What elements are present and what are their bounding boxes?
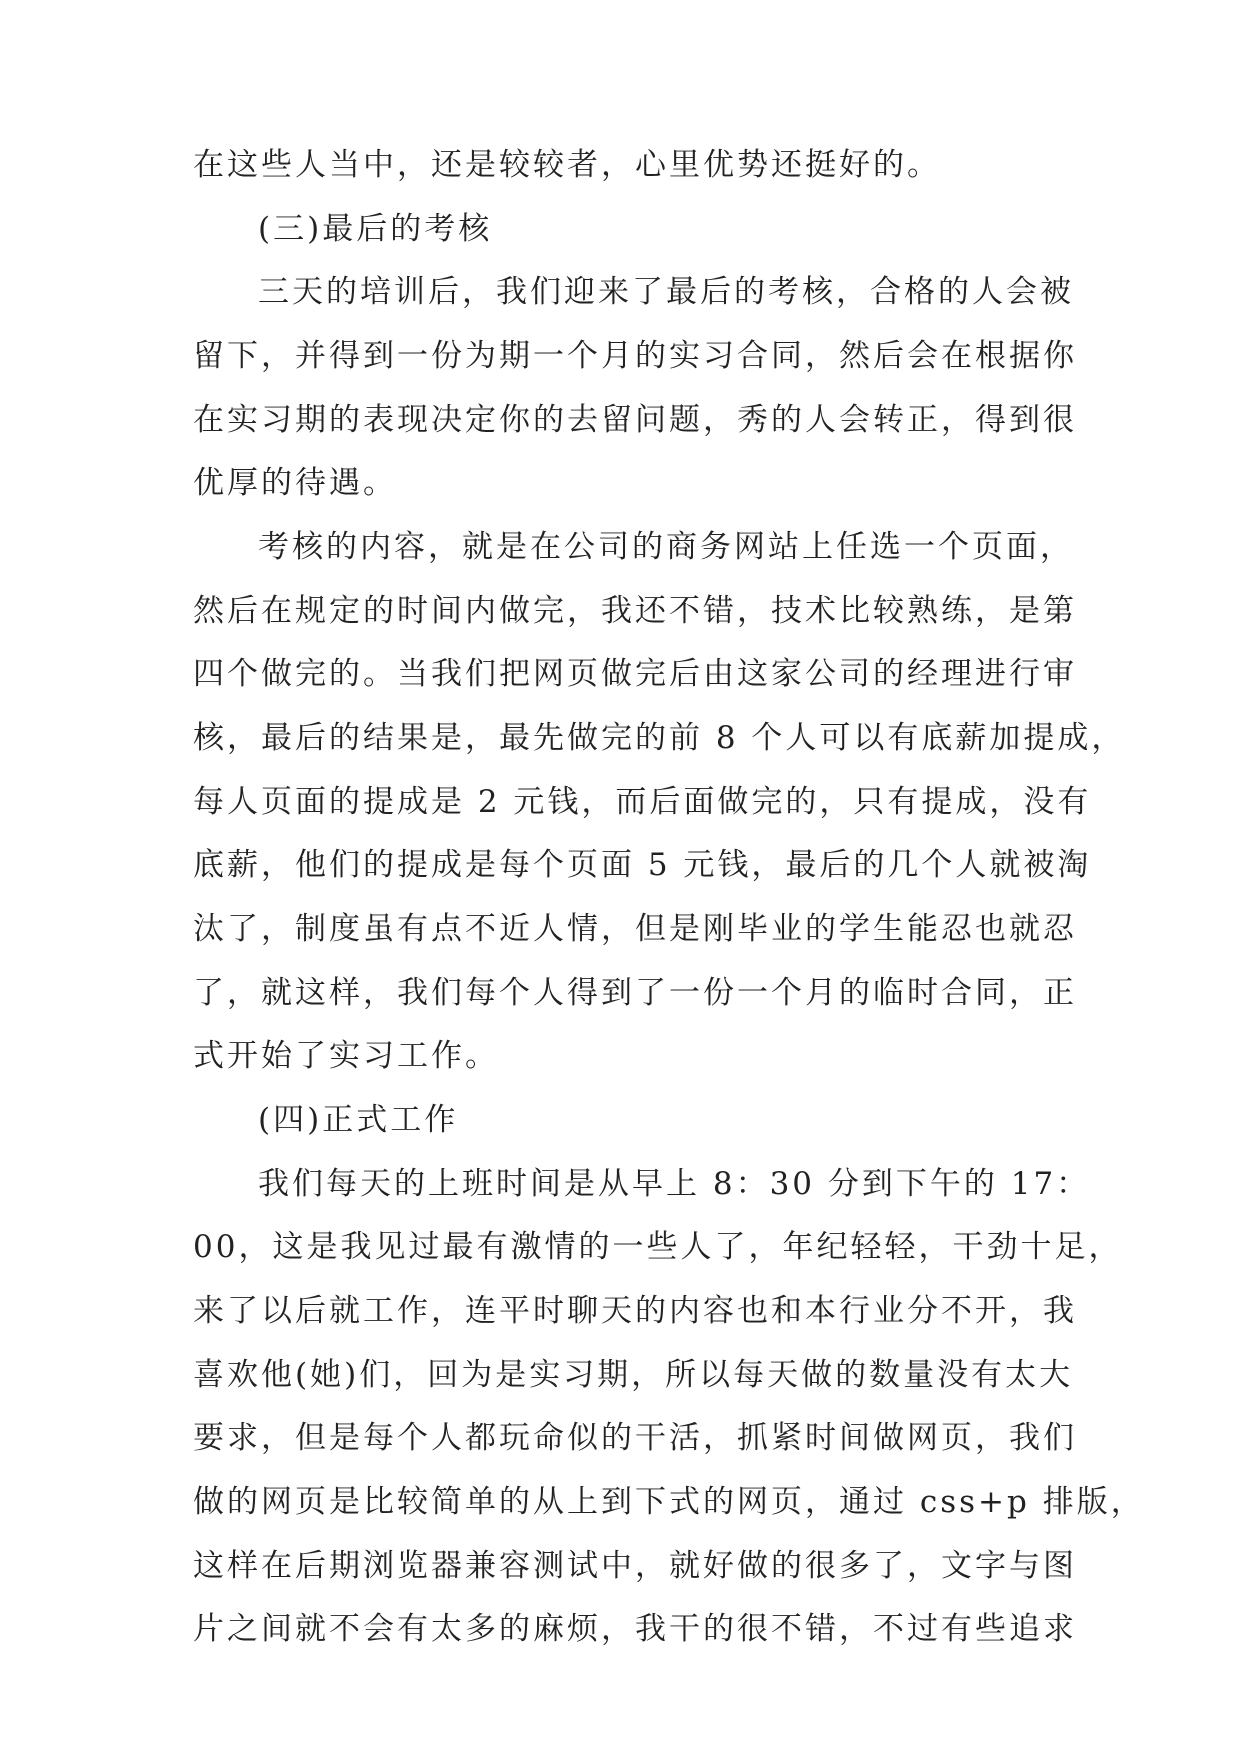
text-line: 三天的培训后，我们迎来了最后的考核，合格的人会被 bbox=[258, 274, 1074, 310]
text-line: 来了以后就工作，连平时聊天的内容也和本行业分不开，我 bbox=[193, 1293, 1077, 1329]
text-line: 00，这是我见过最有激情的一些人了，年纪轻轻，干劲十足， bbox=[193, 1229, 1123, 1265]
text-line: 要求，但是每个人都玩命似的干活，抓紧时间做网页，我们 bbox=[193, 1420, 1077, 1456]
section-heading: (三)最后的考核 bbox=[258, 211, 493, 247]
text-line: 片之间就不会有太多的麻烦，我干的很不错，不过有些追求 bbox=[193, 1611, 1077, 1647]
text-line: 每人页面的提成是 2 元钱，而后面做完的，只有提成，没有 bbox=[193, 784, 1092, 820]
text-line: 在实习期的表现决定你的去留问题，秀的人会转正，得到很 bbox=[193, 402, 1077, 438]
text-line: 优厚的待遇。 bbox=[193, 465, 397, 501]
text-line: 然后在规定的时间内做完，我还不错，技术比较熟练，是第 bbox=[193, 593, 1077, 629]
text-line: 核，最后的结果是，最先做完的前 8 个人可以有底薪加提成， bbox=[193, 720, 1126, 756]
text-line: 在这些人当中，还是较较者，心里优势还挺好的。 bbox=[193, 147, 941, 183]
text-line: 这样在后期浏览器兼容测试中，就好做的很多了，文字与图 bbox=[193, 1548, 1077, 1584]
text-line: 了，就这样，我们每个人得到了一份一个月的临时合同，正 bbox=[193, 975, 1077, 1011]
text-line: 我们每天的上班时间是从早上 8：30 分到下午的 17： bbox=[258, 1166, 1091, 1202]
text-line: 四个做完的。当我们把网页做完后由这家公司的经理进行审 bbox=[193, 656, 1077, 692]
section-heading: (四)正式工作 bbox=[258, 1102, 459, 1138]
text-line: 考核的内容，就是在公司的商务网站上任选一个页面， bbox=[258, 529, 1074, 565]
text-line: 汰了，制度虽有点不近人情，但是刚毕业的学生能忍也就忍 bbox=[193, 911, 1077, 947]
text-line: 留下，并得到一份为期一个月的实习合同，然后会在根据你 bbox=[193, 338, 1077, 374]
text-line: 底薪，他们的提成是每个页面 5 元钱，最后的几个人就被淘 bbox=[193, 847, 1092, 883]
text-line: 喜欢他(她)们，回为是实习期，所以每天做的数量没有太大 bbox=[193, 1357, 1074, 1393]
text-line: 做的网页是比较简单的从上到下式的网页，通过 css+p 排版， bbox=[193, 1484, 1145, 1520]
text-line: 式开始了实习工作。 bbox=[193, 1038, 499, 1074]
